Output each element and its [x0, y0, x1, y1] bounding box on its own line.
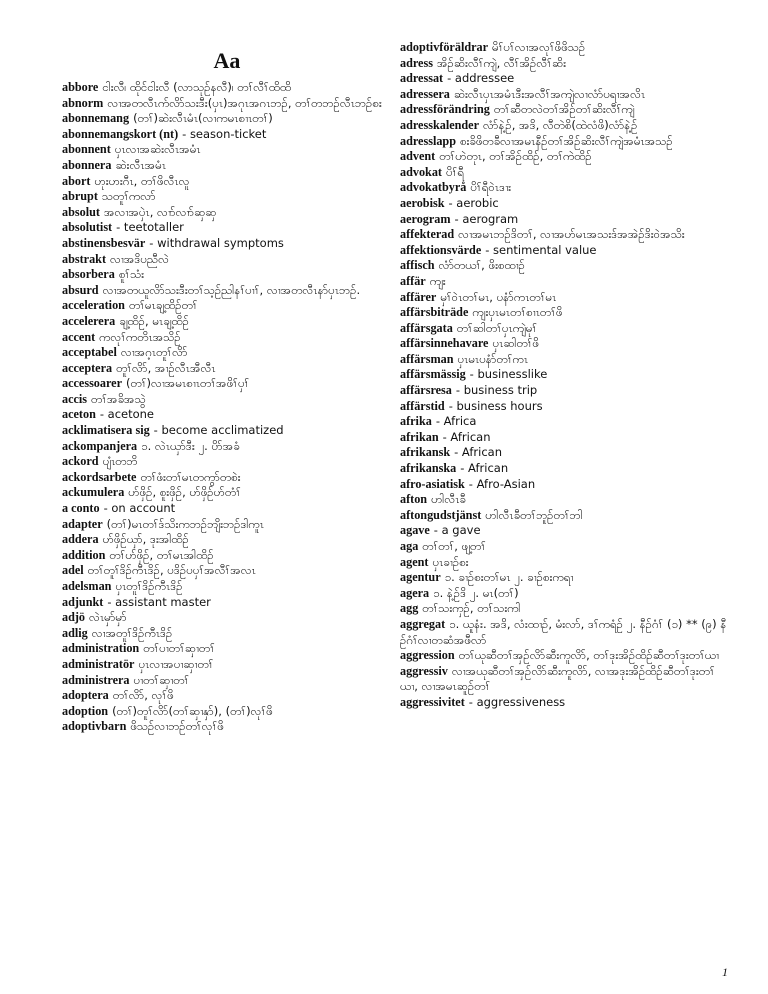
entry-headword: administration [62, 641, 140, 656]
left-column [62, 40, 392, 735]
dictionary-entry [62, 205, 392, 221]
entry-headword: absolutist [62, 220, 113, 235]
dictionary-entry [400, 648, 730, 664]
entry-definition: တၢ်ဆီတလဲတၢ်အိဉ်တၢ်ဆိးလီၢ်ကျဲ [493, 102, 635, 117]
dictionary-entry [62, 283, 392, 299]
dictionary-entry [400, 617, 730, 648]
entry-headword: ackumulera [62, 485, 125, 500]
entry-definition: ၁. ယူနံး. အဒိ, လံးထၢဉ်, မံးလာ်, ဒၢ်ကရံဉ် ၂. နီဉ်ဂံၢ် (၁) ** (၉) နီဉ်ဂံၢ်လၢတဆံအဖီလာ် [400, 616, 727, 647]
entry-headword: addera [62, 532, 99, 547]
entry-headword: affärsmässig [400, 367, 466, 382]
entry-definition: မိၢ်ပၢ်လၢအလုၢ်ဖိဖိသဉ် [492, 40, 586, 54]
entry-definition: လၢအတလီၤက်လိာ်သးဒီး(ပှၤ)အဂုၤအဂၤဘဉ်, တၢ်တဘဉ်လီၤဘဉ်စး [107, 95, 382, 110]
dictionary-entry [400, 695, 730, 711]
dictionary-entry [400, 555, 730, 571]
entry-headword: acklimatisera sig [62, 423, 150, 438]
entry-definition: ပှၤလၢအပၢဆှၢတၢ် [138, 656, 214, 671]
entry-definition: လံာ်နဲ့ဉ်, အဒိ, လီတဲစိ(ထဲလံဖိ)လံာ်နဲ့ဉ် [483, 117, 638, 132]
dictionary-entry [62, 142, 392, 158]
dictionary-entry [400, 40, 730, 56]
entry-headword: abbore [62, 80, 99, 94]
entry-headword: a conto [62, 501, 100, 516]
entry-definition: - aerogram [454, 211, 519, 226]
entry-definition: အိဉ်ဆိးလီၢ်ကျဲ, လီၢ်အိဉ်လီၢ်ဆိး [436, 55, 566, 70]
entry-definition: တၢ်ပၢတၢ်ဆှၢတၢ် [143, 641, 215, 656]
entry-definition: တၢ်သးကှဉ်, တၢ်သးကါ [422, 601, 521, 616]
dictionary-entry [400, 492, 730, 508]
dictionary-entry [62, 96, 392, 112]
dictionary-entry [400, 336, 730, 352]
dictionary-entry [62, 688, 392, 704]
dictionary-entry [62, 548, 392, 564]
entry-headword: adoptivföräldrar [400, 40, 489, 54]
entry-headword: acceleration [62, 298, 125, 313]
entry-definition: ၁. လဲၤယှာ်ဒီး ၂. ပိာ်အခံ [141, 438, 240, 453]
entry-definition: ဟ်ဖှိဉ်ယှာ်, ဒုးအါထိဉ် [102, 532, 189, 547]
entry-headword: adoptera [62, 688, 109, 703]
entry-headword: adressat [400, 71, 444, 86]
entry-definition: လဲၤမှာ်မှာ် [89, 610, 127, 625]
entry-headword: absorbera [62, 267, 115, 282]
entry-headword: afton [400, 492, 428, 507]
dictionary-entry [62, 127, 392, 143]
entry-headword: administratör [62, 656, 135, 671]
entry-headword: afrikanska [400, 461, 457, 476]
entry-headword: abonnemang [62, 111, 130, 126]
dictionary-entry [400, 367, 730, 383]
dictionary-entry [62, 579, 392, 595]
entry-headword: adjunkt [62, 594, 104, 609]
entry-headword: adresslapp [400, 133, 456, 148]
entry-headword: abonnent [62, 142, 111, 157]
entry-headword: addition [62, 547, 106, 562]
entry-definition: ပၢတၢ်ဆှၢတၢ် [133, 672, 190, 687]
right-column [400, 40, 730, 711]
entry-definition: လၢအဂ့ၤတူၢ်လိာ် [120, 345, 188, 360]
entry-headword: adel [62, 563, 84, 578]
entry-definition: - aggressiveness [468, 694, 566, 709]
dictionary-entry [62, 236, 392, 252]
dictionary-entry [400, 570, 730, 586]
dictionary-entry [400, 305, 730, 321]
entry-definition: - African [454, 445, 503, 460]
entry-definition: - teetotaller [116, 220, 184, 235]
dictionary-entry [62, 158, 392, 174]
dictionary-entry [62, 189, 392, 205]
entry-definition: ပျံၤတဘိ [102, 454, 138, 469]
dictionary-entry [400, 258, 730, 274]
entry-definition: တၢ်ယုဆီတၢ်အှဉ်လိာ်ဆီးကူလိာ်, တၢ်ဒုးအိဉ်ထိဉ်ဆီတၢ်ဒုးတၢ်ယၢ [458, 648, 719, 663]
entry-definition: ၁. ခၢဉ်စးတၢ်မၤ ၂. ခၢဉ်စးကရၢ [444, 570, 574, 585]
dictionary-entry [400, 71, 730, 87]
entry-headword: accessoarer [62, 376, 123, 391]
entry-definition: စးခိဖိတခီလၢအမၤနီဉ်တၢ်အိဉ်ဆိးလီၢ်ကျဲအမံၤအသဉ် [460, 133, 673, 148]
dictionary-entry [400, 212, 730, 228]
entry-definition: ဖိသဉ်လၢဘဉ်တၢ်လုၢ်ဖိ [130, 719, 224, 734]
entry-definition: - Afro-Asian [468, 476, 536, 491]
entry-headword: abonnemangskort (nt) [62, 126, 179, 141]
entry-headword: affärstid [400, 398, 445, 413]
entry-definition: (တၢ်)တူၢ်လိာ်(တၢ်ဆှၢနှာ်), (တၢ်)လုၢ်ဖိ [112, 703, 273, 718]
entry-headword: abonnera [62, 157, 112, 172]
dictionary-entry [400, 149, 730, 165]
entry-headword: affektionsvärde [400, 242, 482, 257]
entry-headword: agera [400, 585, 430, 600]
dictionary-entry [400, 56, 730, 72]
entry-headword: agave [400, 523, 430, 538]
entry-definition: ဟါလီၤခီတၢ်ဘူဉ်တၢ်ဘါ [485, 507, 583, 522]
entry-headword: adoption [62, 703, 109, 718]
entry-definition: တၢ်တူၢ်ဒိဉ်ကီၤဒိဉ်, ပဒိဉ်ပပှၢ်အလီၢ်အလၤ [87, 563, 256, 578]
entry-headword: afrika [400, 414, 432, 429]
dictionary-entry [400, 601, 730, 617]
entry-definition: စူၢ်သံး [118, 267, 145, 282]
entry-definition: ကလုၢ်ကတိၤအသိဉ် [99, 329, 181, 344]
entry-definition: - African [442, 429, 491, 444]
dictionary-entry [400, 321, 730, 337]
entry-definition: ပိၢ်ရီဝဲၤဒၢး [470, 180, 512, 195]
entry-headword: agent [400, 554, 429, 569]
entry-definition: - businesslike [469, 367, 548, 382]
dictionary-entry [62, 392, 392, 408]
entry-definition: - season-ticket [182, 126, 267, 141]
dictionary-entry [400, 243, 730, 259]
entry-headword: affärsbiträde [400, 305, 469, 320]
entry-definition: မှၢ်ဝဲၤတၢ်မၤ, ပနံာ်ကၤတၢ်မၤ [440, 289, 557, 304]
entry-headword: afrikan [400, 429, 439, 444]
entry-headword: aceton [62, 407, 96, 422]
entry-headword: abort [62, 173, 91, 188]
entry-definition: လၢအတူၢ်ဒိဉ်ကီၤဒိဉ် [91, 625, 173, 640]
page-number: 1 [722, 965, 728, 979]
entry-headword: acceptera [62, 360, 113, 375]
entry-definition: အလၢအပှဲၤ, လၢာ်လၢာ်ဆှဆှ [103, 204, 217, 219]
entry-definition: - withdrawal symptoms [149, 235, 284, 250]
dictionary-entry [62, 517, 392, 533]
entry-headword: accelerera [62, 313, 116, 328]
entry-headword: aga [400, 539, 419, 553]
dictionary-entry [62, 704, 392, 720]
entry-definition: တၢ်မၤချ့ထိဉ်တၢ် [128, 298, 198, 313]
dictionary-entry [62, 423, 392, 439]
entry-headword: affekterad [400, 227, 455, 242]
dictionary-entry [400, 352, 730, 368]
entry-definition: - addressee [447, 71, 515, 86]
dictionary-entry [62, 345, 392, 361]
entry-definition: ပှၤမၤပနံာ်တၢ်ကၤ [457, 351, 529, 366]
dictionary-entry [400, 508, 730, 524]
dictionary-entry [62, 174, 392, 190]
entry-headword: aggressiv [400, 663, 448, 678]
dictionary-entry [400, 196, 730, 212]
entry-definition: ဟါလီၤခီ [431, 492, 466, 507]
entry-headword: advent [400, 149, 436, 164]
entry-definition: တၢ်လိာ်, လုၢ်ဖိ [112, 688, 174, 703]
dictionary-entry [62, 595, 392, 611]
entry-definition: ဟ်ဖှိဉ်, စူးဖှိဉ်, ဟ်ဖှိဉ်ဟ်တံၢ် [128, 485, 241, 500]
entry-definition: တၢ်တၢ်, ဖျ့တၢ် [422, 539, 486, 553]
entry-definition: (တၢ်)ဆဲးလီၤမံၤ(လၢကမၤစၢၤတၢ်) [133, 111, 273, 126]
entry-definition: လၢအယုဆီတၢ်အှဉ်လိာ်ဆီးကူလိာ်, လၢအဒုးအိဉ်ထိဉ်ဆီတၢ်ဒုးတၢ်ယၢ, လၢအမၤဆူဉ်တၢ် [400, 663, 715, 694]
entry-headword: absolut [62, 204, 100, 219]
dictionary-entry [400, 586, 730, 602]
entry-headword: affärer [400, 289, 437, 304]
entry-headword: affärsresa [400, 383, 452, 398]
entry-definition: ပှၤခၢဉ်စး [432, 554, 469, 569]
entry-headword: ackordsarbete [62, 469, 137, 484]
section-letter-heading: Aa [213, 48, 241, 73]
entry-definition: ပှၤဆါတၢ်ဖိ [492, 336, 539, 351]
entry-definition: တၢ်ဆါတၢ်ပှၤကျဲမုၢ် [456, 320, 538, 335]
dictionary-entry [62, 80, 392, 96]
entry-headword: adresskalender [400, 117, 479, 132]
entry-headword: abnorm [62, 95, 104, 110]
dictionary-entry [400, 664, 730, 695]
entry-headword: accis [62, 391, 88, 406]
entry-definition: ငါးလီ၊ ထိုင်ငါးလီ (လာသုဉ်နလီ)၊ တၢ်လီၢ်ထိထိ [102, 80, 292, 94]
dictionary-entry [62, 298, 392, 314]
dictionary-entry [62, 532, 392, 548]
dictionary-entry [62, 111, 392, 127]
dictionary-entry [62, 267, 392, 283]
dictionary-entry [62, 563, 392, 579]
entry-headword: acceptabel [62, 345, 117, 360]
dictionary-entry [62, 673, 392, 689]
dictionary-entry [400, 461, 730, 477]
entry-headword: ackompanjera [62, 438, 138, 453]
entry-definition: ဆဲးလီၤအမံၤ [115, 157, 167, 172]
dictionary-entry [62, 485, 392, 501]
dictionary-entry [400, 477, 730, 493]
entry-headword: adressförändring [400, 102, 490, 117]
dictionary-entry [62, 470, 392, 486]
entry-definition: ပိၢ်ရီ [446, 164, 464, 179]
dictionary-entry [400, 523, 730, 539]
dictionary-entry [62, 252, 392, 268]
entry-definition: လၢအမၤဘဉ်ဒိတၢ်, လၢအဟ်မၤအသးဒ်အအဲဉ်ဒိးဝဲအသိး [458, 227, 685, 242]
dictionary-entry [62, 454, 392, 470]
entry-headword: administrera [62, 672, 130, 687]
entry-headword: adelsman [62, 579, 112, 593]
dictionary-entry [400, 180, 730, 196]
dictionary-entry [62, 439, 392, 455]
dictionary-entry [62, 626, 392, 642]
dictionary-entry [400, 383, 730, 399]
dictionary-entry [400, 399, 730, 415]
dictionary-entry [62, 314, 392, 330]
entry-headword: aftongudstjänst [400, 507, 482, 522]
dictionary-entry [400, 414, 730, 430]
dictionary-entry [62, 376, 392, 392]
entry-definition: တၢ်ဟဲတုၤ, တၢ်အိဉ်ထိဉ်, တၢ်ကဲထိဉ် [439, 149, 592, 164]
entry-headword: aerobisk [400, 195, 445, 210]
entry-definition: ကျး [429, 273, 446, 288]
entry-headword: abrupt [62, 189, 98, 204]
entry-headword: affärsman [400, 351, 454, 366]
dictionary-entry [400, 102, 730, 118]
dictionary-entry [400, 118, 730, 134]
entry-definition: တၢ်ဟ်ဖှိဉ်, တၢ်မၤအါထိဉ် [109, 547, 214, 562]
entry-headword: agg [400, 601, 419, 616]
entry-headword: agentur [400, 570, 441, 585]
entry-definition: - aerobic [448, 195, 499, 210]
entry-definition: ပှၤလၢအဆဲးလီၤအမံၤ [114, 142, 201, 157]
left-entry-list [62, 80, 392, 735]
entry-definition: - business trip [455, 383, 538, 398]
entry-definition: (တၢ်)မၤတၢ်ဒ်သိးကဘဉ်ဘျိးဘဉ်ဒါကူၤ [106, 516, 264, 531]
entry-headword: abstrakt [62, 251, 107, 266]
dictionary-entry [400, 227, 730, 243]
entry-definition: တူၢ်လိာ်, အၢဉ်လီၤအီလီၤ [116, 360, 216, 375]
entry-definition: ဟုးဟးဂီၤ, တၢ်ဖိလီၤလူ [94, 173, 190, 188]
dictionary-entry [400, 445, 730, 461]
entry-headword: adlig [62, 625, 88, 640]
entry-definition: - African [460, 461, 509, 476]
entry-definition: - sentimental value [485, 242, 597, 257]
entry-headword: aggression [400, 648, 455, 663]
dictionary-entry [62, 657, 392, 673]
entry-headword: affisch [400, 258, 435, 273]
entry-definition: - assistant master [107, 594, 211, 609]
dictionary-entry [62, 330, 392, 346]
entry-headword: absurd [62, 282, 99, 297]
entry-headword: adjö [62, 610, 86, 625]
dictionary-entry [400, 539, 730, 555]
entry-headword: advokatbyrå [400, 180, 467, 195]
entry-headword: aggregat [400, 616, 446, 631]
entry-headword: adress [400, 55, 433, 70]
entry-headword: ackord [62, 454, 99, 469]
dictionary-entry [62, 361, 392, 377]
dictionary-entry [400, 430, 730, 446]
right-entry-list [400, 40, 730, 711]
entry-headword: aggressivitet [400, 694, 465, 709]
entry-headword: accent [62, 329, 96, 344]
dictionary-entry [400, 134, 730, 150]
entry-definition: ဆဲးလီၤပှၤအမံၤဒီးအလီၢ်အကျဲလၢလံာ်ပရၢအလိၤ [453, 86, 646, 101]
dictionary-entry [400, 274, 730, 290]
entry-headword: advokat [400, 164, 442, 179]
entry-definition: ချ့ထိဉ်, မၤချ့ထိဉ် [119, 313, 189, 328]
entry-definition: ၁. နဲ့ဉ်ဒိ ၂. မၤ(တၢ်) [433, 585, 519, 600]
entry-definition: - a gave [433, 523, 481, 538]
dictionary-entry [400, 290, 730, 306]
dictionary-entry [62, 407, 392, 423]
dictionary-entry [400, 165, 730, 181]
entry-definition: ပှၤတူၢ်ဒိဉ်ကီၤဒိဉ် [115, 579, 183, 593]
entry-headword: affärsinnehavare [400, 336, 489, 351]
dictionary-entry [62, 719, 392, 735]
entry-definition: - Africa [435, 414, 477, 429]
dictionary-entry [62, 220, 392, 236]
entry-definition: - on account [103, 501, 176, 516]
entry-definition: လၢအဒိပညီလဲ [110, 251, 169, 266]
entry-definition: (တၢ်)လၢအမၤစၢၤတၢ်အဖိၢ်ပှၢ် [126, 376, 250, 391]
entry-headword: affär [400, 273, 426, 288]
entry-headword: aerogram [400, 211, 451, 226]
entry-definition: တၢ်အခိအသွဲ [91, 391, 146, 406]
entry-headword: adapter [62, 516, 103, 531]
entry-headword: afrikansk [400, 445, 451, 460]
entry-definition: - business hours [448, 398, 543, 413]
entry-headword: affärsgata [400, 320, 453, 335]
dictionary-entry [62, 501, 392, 517]
entry-definition: တၢ်ဖံးတၢ်မၤတကွာ်တစဲး [140, 469, 241, 484]
entry-definition: လၢအတယူလိာ်သးဒီးတၢ်သ့ဉ်ညါနၢ်ပၢၢ်, လၢအတလီၤနာ်ပှၤဘဉ်. [102, 282, 361, 297]
entry-definition: ကျးပှၤမၤတၢ်စၢၤတၢ်ဖိ [472, 305, 563, 320]
dictionary-entry [400, 87, 730, 103]
dictionary-entry [62, 610, 392, 626]
entry-headword: adoptivbarn [62, 719, 127, 734]
entry-headword: afro-asiatisk [400, 476, 465, 491]
entry-headword: abstinensbesvär [62, 235, 146, 250]
entry-headword: adressera [400, 86, 450, 101]
entry-definition: လံာ်တယၢ်, ဖိးစထၢဉ် [438, 258, 525, 273]
dictionary-entry [62, 641, 392, 657]
entry-definition: - become acclimatized [153, 423, 284, 438]
entry-definition: - acetone [99, 407, 155, 422]
entry-definition: သတူၢ်ကလာ် [101, 189, 156, 204]
